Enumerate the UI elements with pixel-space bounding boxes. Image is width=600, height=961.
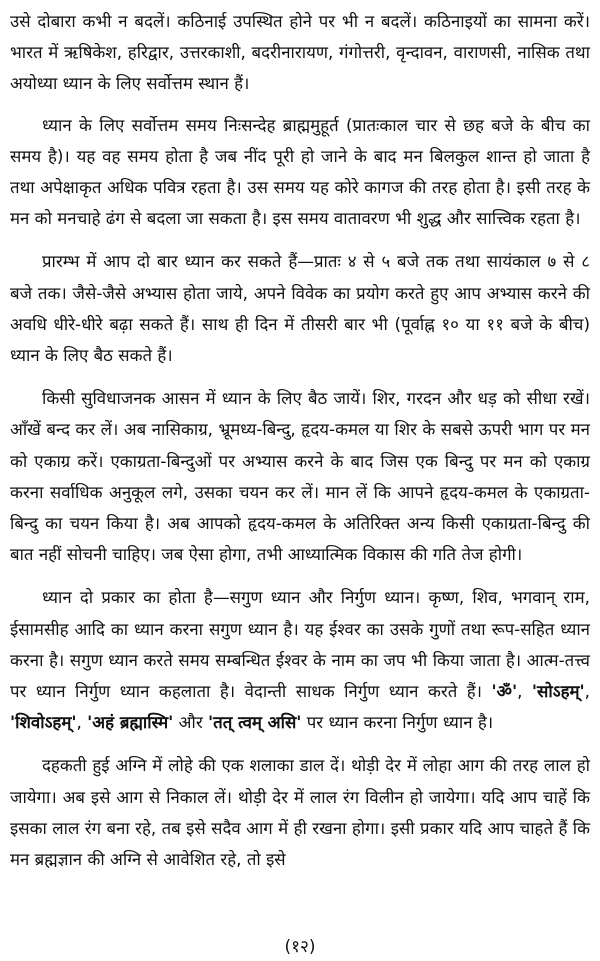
separator: , xyxy=(76,712,88,733)
mantra-shivoham: 'शिवोऽहम्' xyxy=(10,712,77,733)
page-number: (१२) xyxy=(284,937,316,957)
paragraph-types-of-meditation xyxy=(10,582,590,738)
paragraph-meditation-schedule: प्रारम्भ में आप दो बार ध्यान कर सकते हैं—प्रातः ४ से ५ बजे तक तथा सायंकाल ७ से ८ बजे तक। जैसे-जैसे अभ्यास होता जाये, अपने विवेक का प्रयोग करते हुए आप अभ्यास करने की अवधि धीरे-धीरे बढ़ा सकते हैं। साथ ही दिन में तीसरी बार भी (पूर्वाह्न १० या ११ बजे के बीच) ध्यान के लिए बैठ सकते हैं। xyxy=(10,251,590,366)
mantra-om: 'ॐ' xyxy=(491,681,518,702)
paragraph-best-time: ध्यान के लिए सर्वोत्तम समय निःसन्देह ब्राह्ममुहूर्त (प्रातःकाल चार से छह बजे के बीच का समय है)। यह वह समय होता है जब नींद पूरी हो जाने के बाद मन बिलकुल शान्त हो जाता है तथा अपेक्षाकृत अधिक पवित्र रहता है। उस समय यह कोरे कागज की तरह होता है। इसी तरह के मन को मनचाहे ढंग से बदला जा सकता है। इस समय वातावरण भी शुद्ध और सात्त्विक रहता है। xyxy=(10,114,590,229)
paragraph-iron-rod-analogy: दहकती हुई अग्नि में लोहे की एक शलाका डाल दें। थोड़ी देर में लोहा आग की तरह लाल हो जायेगा। अब इसे आग से निकाल लें। थोड़ी देर में लाल रंग विलीन हो जायेगा। यदि आप चाहें कि इसका लाल रंग बना रहे, तब इसे सदैव आग में ही रखना होगा। इसी प्रकार यदि आप चाहते हैं कि मन ब्रह्मज्ञान की अग्नि से आवेशित रहे, तो इसे xyxy=(10,755,590,870)
saguna-nirguna-text: ध्यान दो प्रकार का होता है—सगुण ध्यान और निर्गुण ध्यान। कृष्ण, शिव, भगवान् राम, ईसामसीह आदि का ध्यान करना सगुण ध्यान है। यह ईश्वर का उसके गुणों तथा रूप-सहित ध्यान करना है। सगुण ध्यान करते समय सम्बन्धित ईश्वर के नाम का जप भी किया जाता है। आत्म-तत्त्व पर ध्यान निर्गुण ध्यान कहलाता है। वेदान्ती साधक निर्गुण ध्यान करते हैं। xyxy=(10,587,590,702)
separator: , xyxy=(517,681,532,702)
paragraph-posture-concentration: किसी सुविधाजनक आसन में ध्यान के लिए बैठ जायें। शिर, गरदन और धड़ को सीधा रखें। आँखें बन्द कर लें। अब नासिकाग्र, भ्रूमध्य-बिन्दु, हृदय-कमल या शिर के सबसे ऊपरी भाग पर मन को एकाग्र करें। एकाग्रता-बिन्दुओं पर अभ्यास करने के बाद जिस एक बिन्दु पर मन को एकाग्र करना सर्वाधिक अनुकूल लगे, उसका चयन कर लें। मान लें कि आपने हृदय-कमल के एकाग्रता-बिन्दु का चयन किया है। अब आपको हृदय-कमल के अतिरिक्त अन्य किसी एकाग्रता-बिन्दु की बात नहीं सोचनी चाहिए। जब ऐसा होगा, तभी आध्यात्मिक विकास की गति तेज होगी। xyxy=(10,388,590,565)
mantra-aham-brahmasmi: 'अहं ब्रह्मास्मि' xyxy=(87,712,174,733)
mantra-tat-tvam-asi: 'तत् त्वम् असि' xyxy=(208,712,302,733)
separator: और xyxy=(173,712,209,733)
separator: , xyxy=(584,681,591,702)
mantra-soham: 'सोऽहम्' xyxy=(531,681,585,702)
paragraph-meditation-places: उसे दोबारा कभी न बदलें। कठिनाई उपस्थित होने पर भी न बदलें। कठिनाइयों का सामना करें। भारत में ऋषिकेश, हरिद्वार, उत्तरकाशी, बदरीनारायण, गंगोत्तरी, वृन्दावन, वाराणसी, नासिक तथा अयोध्या ध्यान के लिए सर्वोत्तम स्थान हैं। xyxy=(10,11,590,94)
nirguna-conclusion-text: पर ध्यान करना निर्गुण ध्यान है। xyxy=(301,712,494,733)
